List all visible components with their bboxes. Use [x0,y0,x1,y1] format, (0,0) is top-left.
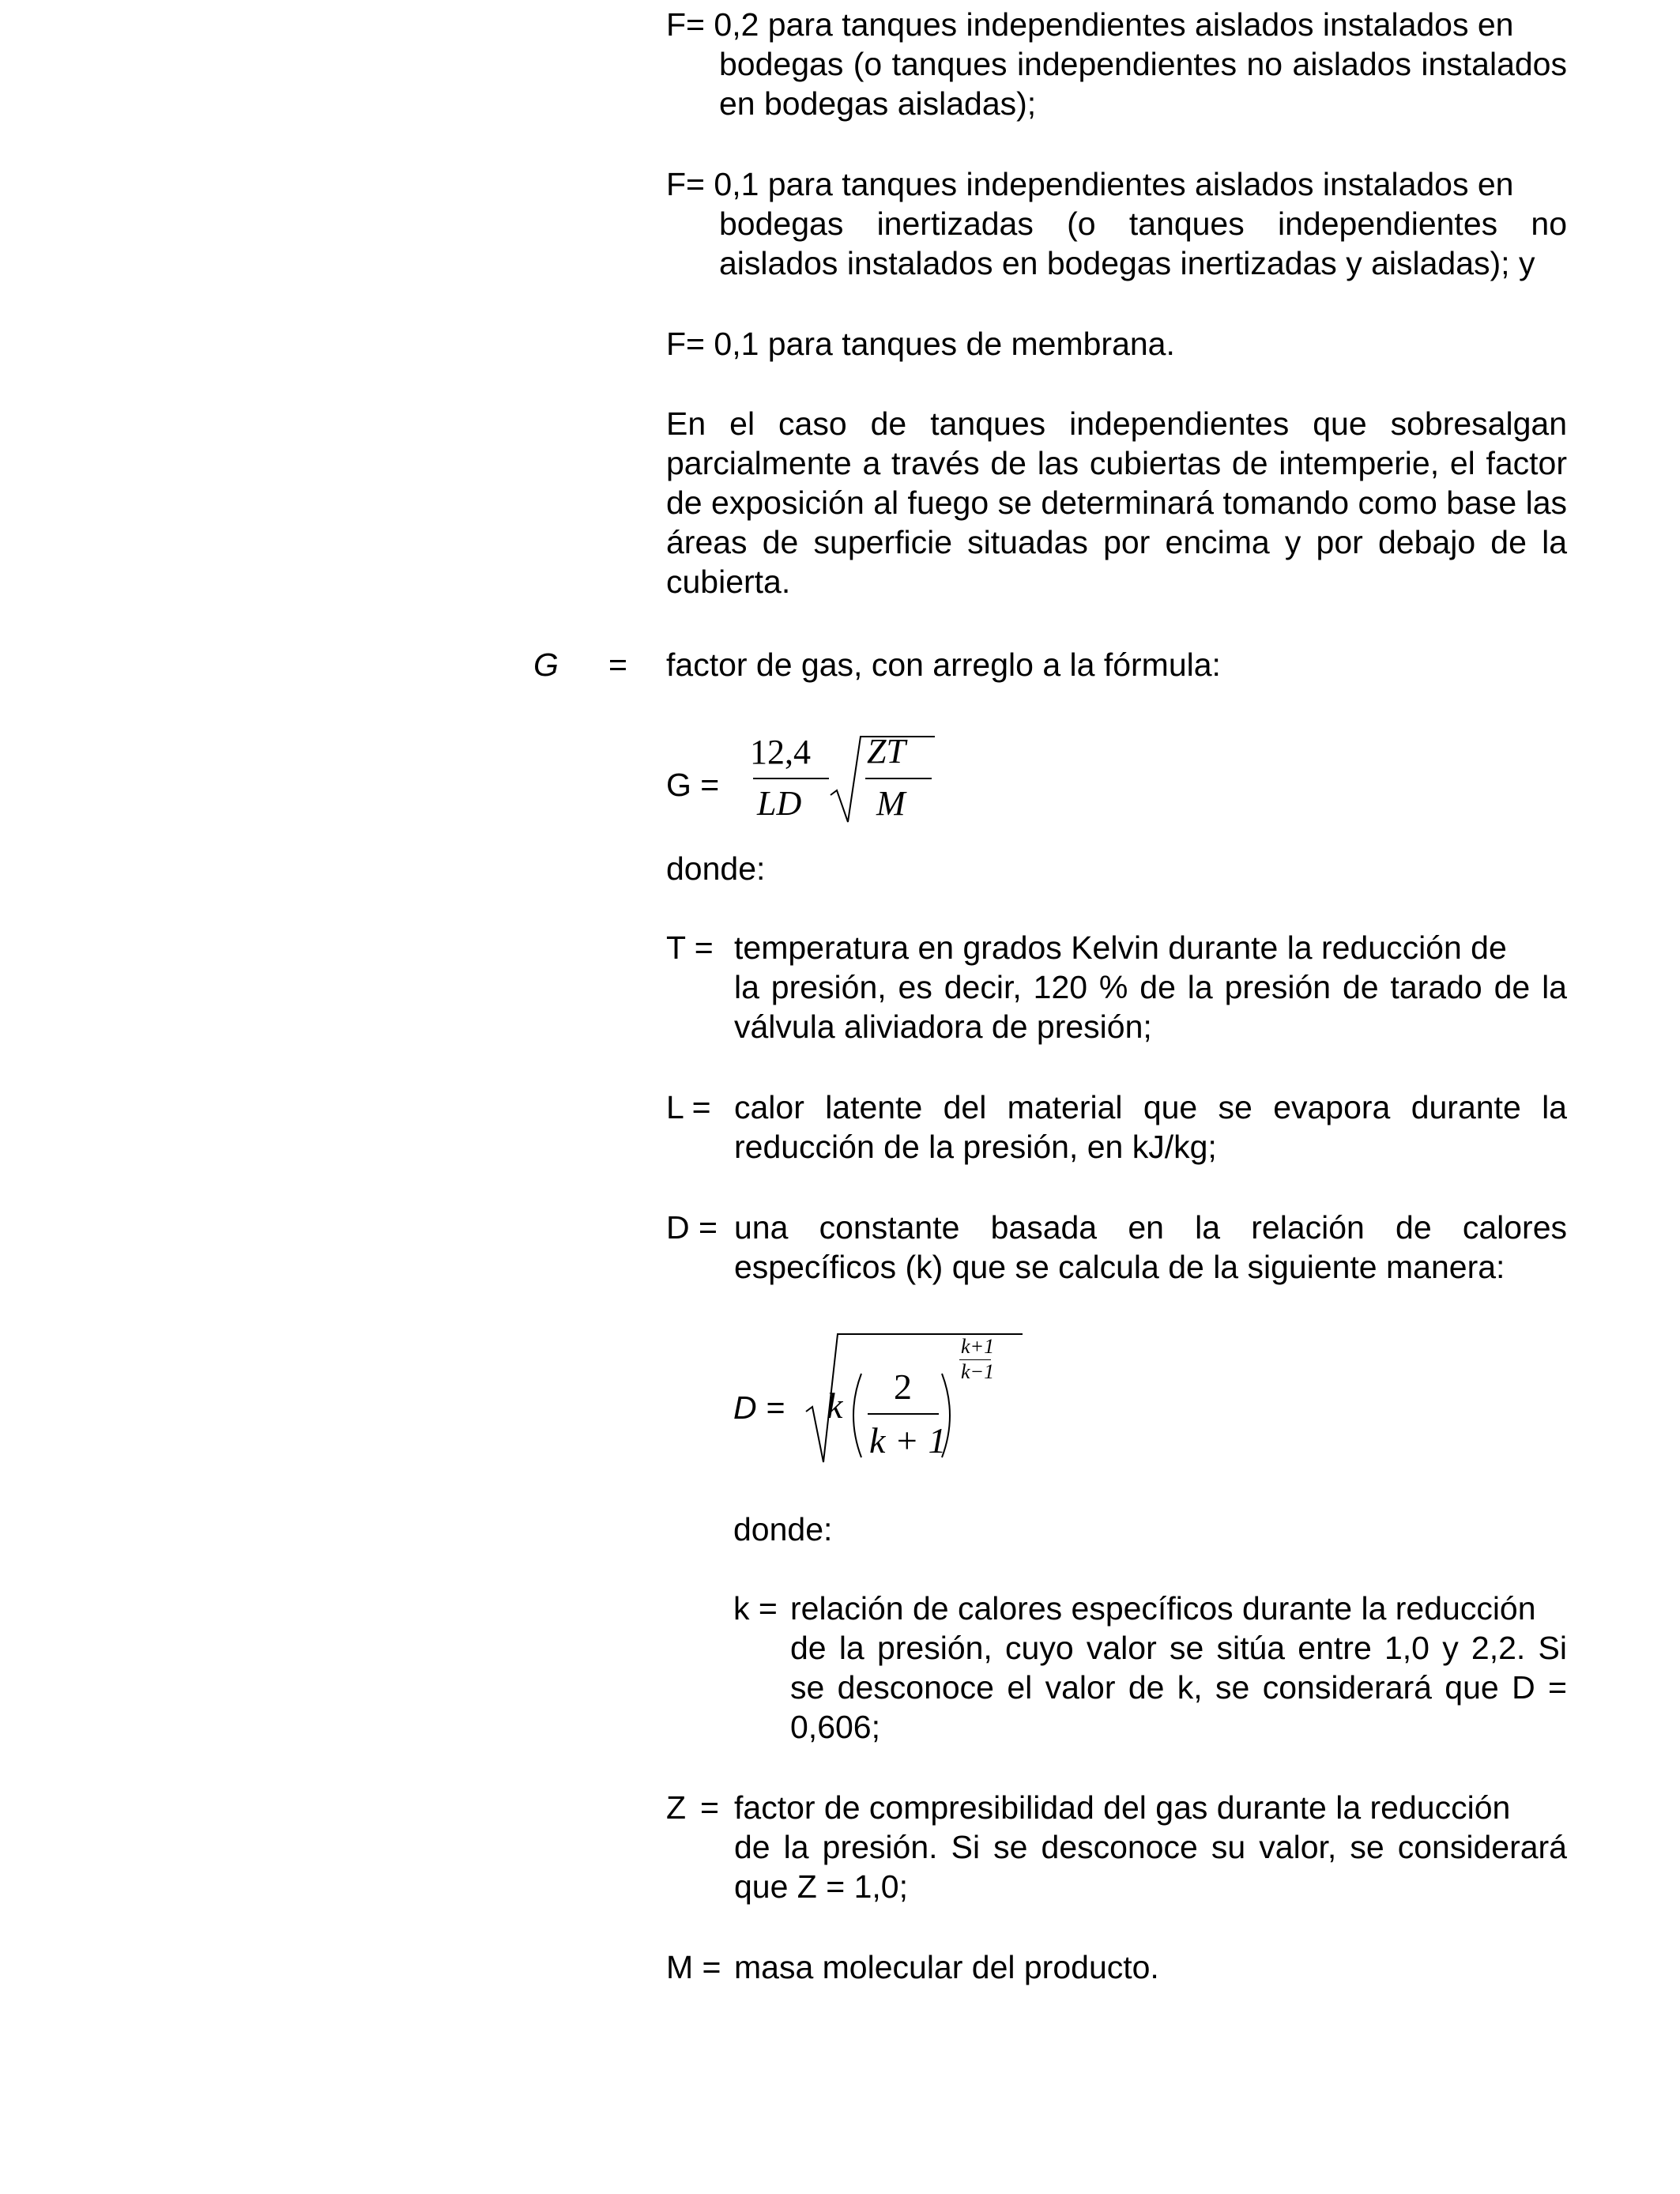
g-formula-root-fraction-bar [865,778,932,779]
d-formula-numerator: 2 [894,1367,912,1407]
definition-m-label: M = [666,1949,721,1985]
definition-k-rest: de la presión, cuyo valor se sitúa entre 1,0 y 2,2. Si se desconoce el valor de k, se considerará que D = 0,606; [790,1630,1567,1745]
definition-z [666,1788,1567,1906]
definition-d-label: D = [666,1209,718,1246]
definition-m [666,1947,1159,1987]
d-formula-denominator: k + 1 [869,1420,947,1461]
definition-k-label: k = [733,1590,778,1627]
donde-label-1: donde: [666,850,766,887]
f-entry-2-first-line [666,164,1567,204]
g-formula [666,727,935,838]
f-text: 0,1 para tanques de membrana. [714,326,1175,362]
definition-k [733,1589,1567,1747]
definition-k-first: relación de calores específicos durante la reducción [790,1590,1536,1627]
definition-z-equals: = [700,1789,719,1826]
g-formula-root-denominator: M [876,784,906,823]
g-formula-fraction-bar [753,778,829,779]
f-entry-1-rest: bodegas (o tanques independientes no aislados instalados en bodegas aisladas); [719,46,1567,122]
definition-l [666,1088,1567,1167]
g-formula-lhs: G = [666,767,720,803]
f-entry-2-rest: bodegas inertizadas (o tanques independientes no aislados instalados en bodegas inertizadas y aisladas); y [719,205,1567,281]
paragraph-independent-tanks: En el caso de tanques independientes que sobresalgan parcialmente a través de las cubiertas de intemperie, el factor de exposición al fuego se determinará tomando como base las áreas de superficie situadas por encima y por debajo de la cubierta. [666,405,1567,600]
d-formula-exponent-numerator: k+1 [961,1335,995,1358]
d-formula-fraction-bar [868,1413,939,1415]
d-formula-exponent-denominator: k−1 [961,1360,995,1383]
definition-t [666,928,1567,1046]
definition-m-text: masa molecular del producto. [734,1949,1159,1985]
f-label: F= [666,6,714,43]
d-formula-k: k [827,1385,843,1426]
right-paren-icon [939,1372,959,1459]
d-formula-lhs: D = [733,1389,785,1426]
donde-label-2: donde: [733,1511,833,1547]
d-formula [733,1328,1018,1470]
g-symbol: G [533,647,559,683]
f-entry-2 [666,164,1567,283]
definition-d-rest: específicos (k) que se calcula de la siguiente manera: [734,1249,1505,1285]
f-text: 0,1 para tanques independientes aislados instalados en [714,166,1514,202]
f-entry-3 [666,324,1567,364]
g-formula-denominator: LD [757,784,802,823]
g-formula-root-numerator: ZT [867,732,906,771]
g-equals: = [608,647,627,683]
f-entry-3-first-line [666,324,1567,364]
definition-z-first: factor de compresibilidad del gas durante la reducción [734,1789,1511,1826]
f-label: F= [666,326,714,362]
definition-z-label: Z [666,1789,687,1826]
left-paren-icon [844,1372,864,1459]
definition-l-label: L = [666,1089,711,1125]
g-text: factor de gas, con arreglo a la fórmula: [666,647,1221,683]
f-label: F= [666,166,714,202]
f-entry-1-first-line [666,5,1567,44]
definition-d-first: una constante basada en la relación de calores [734,1209,1567,1246]
definition-t-label: T = [666,929,714,966]
g-formula-numerator: 12,4 [750,733,811,771]
definition-t-first: temperatura en grados Kelvin durante la reducción de [734,929,1507,966]
f-entry-1 [666,5,1567,123]
definition-z-rest: de la presión. Si se desconoce su valor, se considerará que Z = 1,0; [734,1829,1567,1905]
definition-l-first: calor latente del material que se evapora durante la [734,1089,1567,1125]
definition-t-rest: la presión, es decir, 120 % de la presión de tarado de la válvula aliviadora de presión; [734,969,1567,1045]
definition-d [666,1208,1567,1287]
f-text: 0,2 para tanques independientes aislados instalados en [714,6,1514,43]
definition-l-rest: reducción de la presión, en kJ/kg; [734,1129,1217,1165]
